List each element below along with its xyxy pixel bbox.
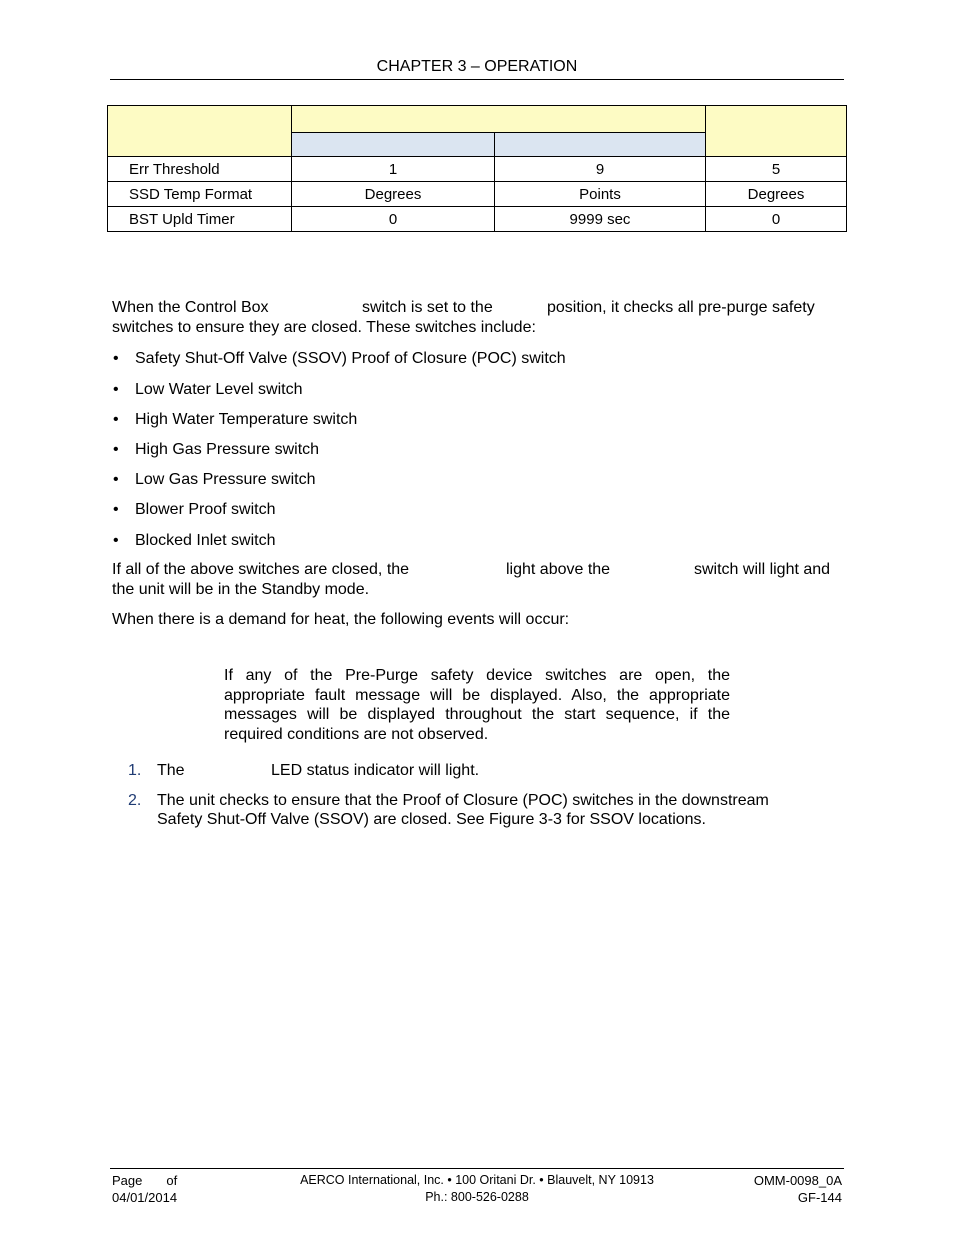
header-cell-range (292, 106, 706, 133)
footer-model: GF-144 (797, 1190, 842, 1205)
header-cell-min (292, 132, 495, 156)
chapter-title: CHAPTER 3 – OPERATION (376, 58, 578, 75)
footer-divider (110, 1168, 844, 1169)
table-cell: Points (495, 182, 706, 207)
table-cell: BST Upld Timer (108, 207, 292, 232)
table-cell: 9999 sec (495, 207, 706, 232)
table-cell: 9 (495, 157, 706, 182)
intro-text-b: switch is set to the (362, 299, 493, 316)
footer-date: 04/01/2014 (112, 1190, 178, 1205)
bullet-icon: • (113, 441, 119, 458)
bullet-icon: • (113, 471, 119, 488)
intro-text-a: When the Control Box (112, 299, 269, 316)
header-cell-max (495, 132, 706, 156)
step-1-text-a: The (157, 762, 185, 779)
table-row (108, 182, 847, 207)
parameter-table (107, 105, 847, 232)
step-number: 1. (128, 762, 142, 779)
standby-text-a: If all of the above switches are closed, the (112, 561, 410, 578)
table-cell: 1 (292, 157, 495, 182)
note-block (224, 666, 730, 745)
header-cell-parameter (108, 106, 292, 157)
page-label: Page (112, 1173, 143, 1188)
intro-paragraph-line2: switches to ensure they are closed. These switches include: (112, 319, 536, 336)
table-row (108, 207, 847, 232)
demand-paragraph: When there is a demand for heat, the following events will occur: (112, 611, 570, 628)
table-cell: 5 (706, 157, 847, 182)
standby-text-c: switch will light and (694, 561, 831, 578)
bullet-icon: • (113, 350, 119, 367)
bullet-icon: • (113, 411, 119, 428)
table-cell: 0 (292, 207, 495, 232)
table-cell: SSD Temp Format (108, 182, 292, 207)
of-label: of (166, 1173, 178, 1188)
step-1-text-b: LED status indicator will light. (271, 762, 480, 779)
note-text: If any of the Pre-Purge safety device switches are open, the appropriate fault message will be displayed. Also, the appropriate messages will be displayed throughout the start sequence, if the required conditions are not observed. (224, 667, 730, 744)
intro-text-c: position, it checks all pre-purge safety (547, 299, 815, 316)
standby-paragraph-line2: the unit will be in the Standby mode. (112, 581, 370, 598)
footer-doc-number: OMM-0098_0A (753, 1173, 842, 1188)
table-cell: Err Threshold (108, 157, 292, 182)
page-number-label (112, 1172, 177, 1189)
header-cell-default (706, 106, 847, 157)
footer-phone: Ph.: 800-526-0288 (425, 1190, 529, 1204)
table-cell: 0 (706, 207, 847, 232)
footer-address: AERCO International, Inc. • 100 Oritani Dr. • Blauvelt, NY 10913 (300, 1173, 654, 1187)
table-row (108, 157, 847, 182)
table-cell: Degrees (292, 182, 495, 207)
header-divider (110, 79, 844, 80)
bullet-icon: • (113, 532, 119, 549)
standby-text-b: light above the (506, 561, 611, 578)
table-cell: Degrees (706, 182, 847, 207)
step-2-line1: The unit checks to ensure that the Proof of Closure (POC) switches in the downstream (157, 792, 769, 809)
bullet-icon: • (113, 381, 119, 398)
bullet-icon: • (113, 501, 119, 518)
step-2-line2: Safety Shut-Off Valve (SSOV) are closed. See Figure 3-3 for SSOV locations. (157, 811, 706, 828)
step-number: 2. (128, 792, 142, 809)
